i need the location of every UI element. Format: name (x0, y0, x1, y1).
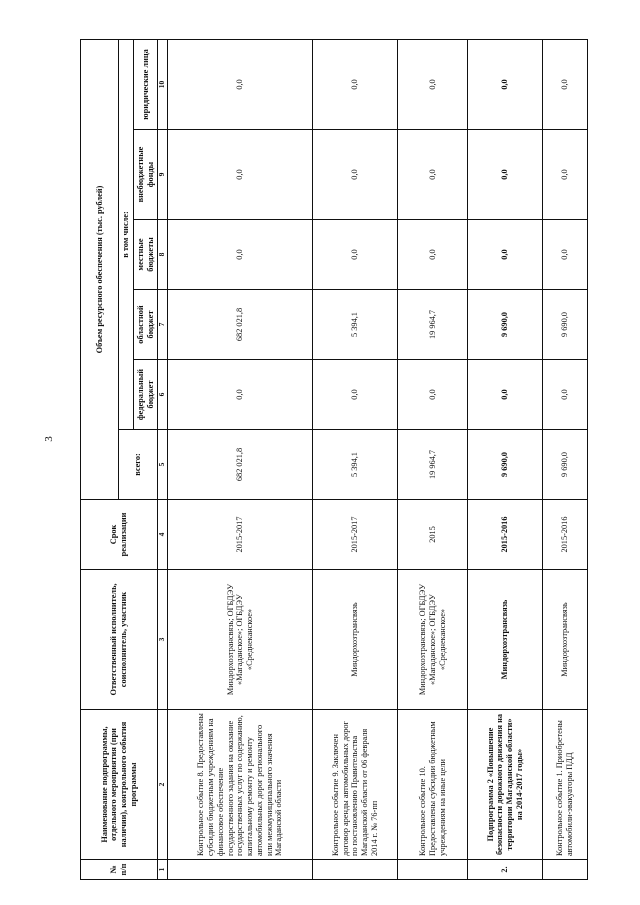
col-number: 2 (158, 710, 168, 860)
cell-local: 0,0 (543, 220, 588, 290)
cell-total: 19 964,7 (398, 430, 468, 500)
table-row (398, 39, 468, 879)
cell-name: Контрольное событие 9. Заключен договор аренды автомобильных дорог по постановлению Правительства Магаданской области от 06 февраля 2014 г. № 76-пп (313, 710, 398, 860)
header-total: всего: (119, 430, 158, 500)
cell-period: 2015-2017 (313, 500, 398, 570)
cell-local: 0,0 (468, 220, 543, 290)
cell-total: 682 021,8 (168, 430, 313, 500)
cell-no (398, 860, 468, 880)
cell-total: 9 690,0 (543, 430, 588, 500)
header-responsible: Ответственный исполнитель, соисполнитель, участник (81, 570, 158, 710)
cell-legal: 0,0 (468, 39, 543, 129)
cell-local: 0,0 (398, 220, 468, 290)
header-regional: областной бюджет (133, 290, 158, 360)
cell-name: Контрольное событие 8. Предоставлены субсидии бюджетным учреждениям на финансовое обеспечение государственного задания на оказание государственных услуг по содержанию, капитальному ремонту и ремонту автомобильных дорог регионального или межмуниципального значения Магаданской области (168, 710, 313, 860)
cell-no (543, 860, 588, 880)
cell-responsible: Миндорхозтрансвязь; ОГБДЭУ «Магаданское»; ОГБДЭУ «Среднеканское» (168, 570, 313, 710)
table-row (313, 39, 398, 879)
cell-period: 2015-2016 (468, 500, 543, 570)
cell-regional: 9 690,0 (543, 290, 588, 360)
cell-local: 0,0 (168, 220, 313, 290)
cell-name: Контрольное событие 1. Приобретены автомобили-эвакуаторы ПДД (543, 710, 588, 860)
cell-legal: 0,0 (168, 39, 313, 129)
page-number: 3 (43, 436, 55, 442)
cell-legal: 0,0 (398, 39, 468, 129)
header-local: местные бюджеты (133, 220, 158, 290)
cell-period: 2015-2017 (168, 500, 313, 570)
cell-no (313, 860, 398, 880)
header-period: Срок реализации (81, 500, 158, 570)
cell-period: 2015-2016 (543, 500, 588, 570)
header-name: Наименование подпрограммы, отдельного мероприятия (при наличии), контрольного события программы (81, 710, 158, 860)
cell-no: 2. (468, 860, 543, 880)
document-page (80, 40, 575, 880)
cell-federal: 0,0 (543, 360, 588, 430)
cell-offbudget: 0,0 (168, 130, 313, 220)
resource-table (80, 39, 588, 880)
col-number: 1 (158, 860, 168, 880)
cell-federal: 0,0 (168, 360, 313, 430)
table-row (168, 39, 313, 879)
cell-name: Подпрограмма 2 «Повышение безопасности дорожного движения на территории Магаданской области» на 2014-2017 годы» (468, 710, 543, 860)
col-number: 10 (158, 39, 168, 129)
cell-legal: 0,0 (543, 39, 588, 129)
col-number: 5 (158, 430, 168, 500)
cell-responsible: Миндорхозтрансвязь (543, 570, 588, 710)
header-including: в том числе: (119, 39, 134, 429)
header-offbudget: внебюджетные фонды (133, 130, 158, 220)
col-number: 7 (158, 290, 168, 360)
cell-period: 2015 (398, 500, 468, 570)
col-number: 4 (158, 500, 168, 570)
cell-offbudget: 0,0 (543, 130, 588, 220)
col-number: 8 (158, 220, 168, 290)
header-funding: Объем ресурсного обеспечения (тыс. рублей) (81, 39, 119, 499)
cell-total: 9 690,0 (468, 430, 543, 500)
cell-offbudget: 0,0 (468, 130, 543, 220)
cell-federal: 0,0 (468, 360, 543, 430)
cell-responsible: Миндорхозтрансвязь; ОГБДЭУ «Магаданское»; ОГБДЭУ «Среднеканское» (398, 570, 468, 710)
cell-responsible: Миндорхозтрансвязь (468, 570, 543, 710)
header-legal: юридические лица (133, 39, 158, 129)
cell-regional: 9 690,0 (468, 290, 543, 360)
cell-regional: 5 394,1 (313, 290, 398, 360)
rotated-table-wrapper (80, 40, 575, 880)
col-number: 3 (158, 570, 168, 710)
cell-local: 0,0 (313, 220, 398, 290)
cell-regional: 682 021,8 (168, 290, 313, 360)
cell-federal: 0,0 (313, 360, 398, 430)
cell-no (168, 860, 313, 880)
header-no: № п/п (81, 860, 158, 880)
table-row (468, 39, 543, 879)
col-number: 9 (158, 130, 168, 220)
cell-total: 5 394,1 (313, 430, 398, 500)
table-row (543, 39, 588, 879)
header-federal: федеральный бюджет (133, 360, 158, 430)
cell-federal: 0,0 (398, 360, 468, 430)
cell-regional: 19 964,7 (398, 290, 468, 360)
cell-offbudget: 0,0 (398, 130, 468, 220)
cell-offbudget: 0,0 (313, 130, 398, 220)
cell-responsible: Миндорхозтрансвязь (313, 570, 398, 710)
cell-name: Контрольное событие 10. Предоставлены субсидии бюджетным учреждениям на иные цели (398, 710, 468, 860)
cell-legal: 0,0 (313, 39, 398, 129)
col-number: 6 (158, 360, 168, 430)
